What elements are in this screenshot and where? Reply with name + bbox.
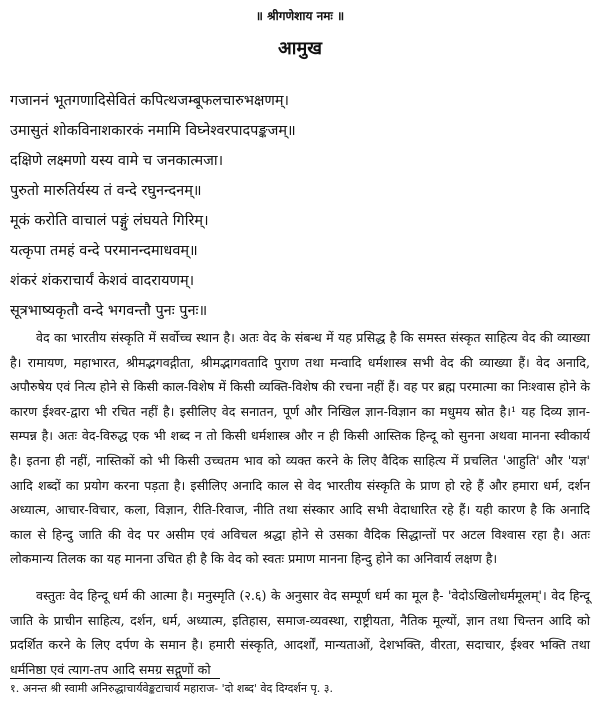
footnote-divider: [10, 678, 220, 679]
paragraph-text: वेद का भारतीय संस्कृति में सर्वोच्च स्थान है। अतः वेद के संबन्ध में यह प्रसिद्ध है कि समस्त संस्कृत साहित्य वेद की व्याख्या है। रामायण, महाभारत, श्रीमद्भगवद्गीता, श्रीमद्भागवतादि पुराण तथा मन्वादि धर्मशास्त्र सभी वेद की व्याख्या हैं। वेद अनादि, अपौरुषेय एवं नित्य होने से किसी काल-विशेष में किसी व्यक्ति-विशेष की रचना नहीं हैं। वह पर ब्रह्म परमात्मा का निःश्वास होने के कारण ईश्वर-द्वारा भी रचित नहीं है। इसीलिए वेद सनातन, पूर्ण और निखिल ज्ञान-विज्ञान का मधुमय स्रोत है।¹ यह दिव्य ज्ञान-सम्पन्न है। अतः वेद-विरुद्ध एक भी शब्द न तो किसी धर्मशास्त्र और न ही किसी आस्तिक हिन्दू को सुनना अथवा मानना स्वीकार्य है। इतना ही नहीं, नास्तिकों को भी किसी उच्चतम भाव को व्यक्त करने के लिए वैदिक साहित्य में प्रचलित 'आहुति' और 'यज्ञ' आदि शब्दों का प्रयोग करना पड़ता है। इसीलिए अनादि काल से वेद भारतीय संस्कृति के प्राण हो रहे हैं और हमारा धर्म, दर्शन अध्यात्म, आचार-विचार, कला, विज्ञान, रीति-रिवाज, नीति तथा संस्कार आदि सभी वेदाधारित रहे हैं। यही कारण है कि अनादि काल से हिन्दु जाति की वेद पर असीम एवं अविचल श्रद्धा होने से उसका वैदिक सिद्धान्तों पर अटल विश्वास रहा है। अतः लोकमान्य तिलक का यह मानना उचित ही है कि वेद को स्वतः प्रमाण मानना हिन्दु होने का अनिवार्य लक्षण है।: [10, 330, 590, 567]
verse-line: शंकरं शंकराचार्यं केशवं वादरायणम्।: [10, 273, 195, 289]
verse-line: सूत्रभाष्यकृतौ वन्दे भगवन्तौ पुनः पुनः॥: [10, 303, 208, 319]
paragraph-text: वस्तुतः वेद हिन्दू धर्म की आत्मा है। मनुस्मृति (२.६) के अनुसार वेद सम्पूर्ण धर्म का मूल है- 'वेदोऽखिलोधर्ममूलम्'। वेद हिन्दू जाति के प्राचीन साहित्य, दर्शन, धर्म, अध्यात्म, इतिहास, समाज-व्यवस्था, राष्ट्रीयता, नैतिक मूल्यों, ज्ञान तथा चिन्तन आदि को प्रदर्शित करने के लिए दर्पण के समान है। हमारी संस्कृति, आदर्शों, मान्यताओं, देशभक्ति, वीरता, सदाचार, ईश्वर भक्ति तथा धर्मनिष्ठा एवं त्याग-तप आदि समग्र सद्गुणों को: [10, 588, 590, 677]
verse-line: गजाननं भूतगणादिसेवितं कपित्थजम्बूफलचारुभक्षणम्।: [10, 93, 289, 109]
footnote: १. अनन्त श्री स्वामी अनिरुद्धाचार्यवेङ्कटाचार्य महाराज- 'दो शब्द' वेद दिग्दर्शन पृ. ३.: [10, 682, 333, 695]
verse-line: दक्षिणे लक्ष्मणो यस्य वामे च जनकात्मजा।: [10, 153, 224, 169]
page-title: आमुख: [278, 38, 322, 59]
verse-line: पुरुतो मारुतिर्यस्य तं वन्दे रघुनन्दनम्॥: [10, 183, 202, 199]
invocation-line: ॥ श्रीगणेशाय नमः ॥: [255, 9, 345, 23]
body-paragraph-2: [10, 584, 590, 682]
verse-line: यत्कृपा तमहं वन्दे परमानन्दमाधवम्॥: [10, 243, 198, 259]
verse-line: उमासुतं शोकविनाशकारकं नमामि विघ्नेश्वरपादपङ्कजम्॥: [10, 123, 296, 139]
verse-block: [10, 86, 590, 326]
verse-line: मूकं करोति वाचालं पङ्गुं लंघयते गिरिम्।: [10, 213, 209, 229]
body-paragraph-1: [10, 326, 590, 572]
